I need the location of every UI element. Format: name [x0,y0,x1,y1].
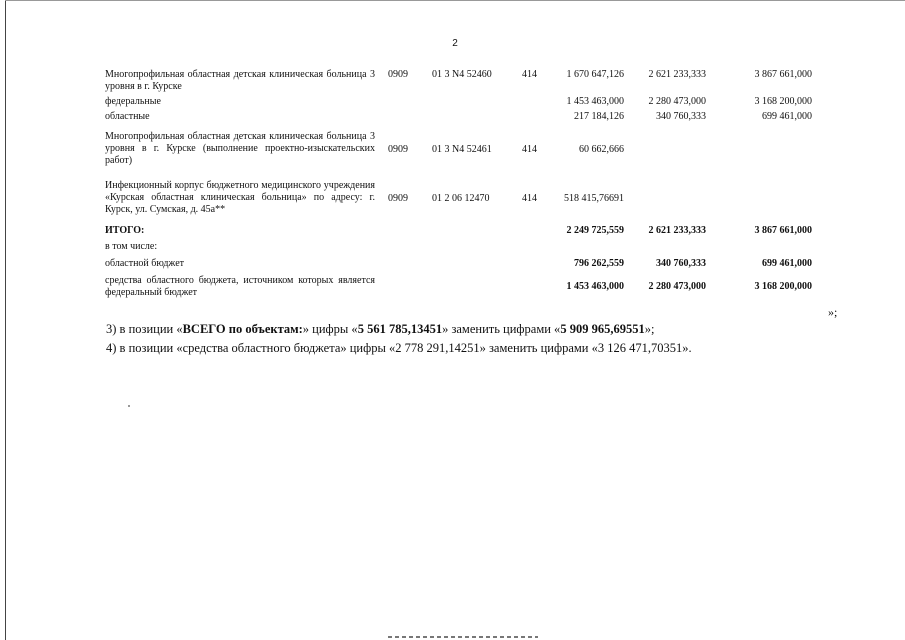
expense-type: 414 [522,193,537,204]
target-article: 01 3 N4 52460 [432,69,492,80]
scan-speck [128,405,130,407]
para3-position: ВСЕГО по объектам: [182,322,303,336]
para3-prefix: 3) в позиции « [106,322,183,336]
row-name: областные [105,111,150,122]
para3-old-value: 5 561 785,13451 [357,322,443,336]
amount-year-2: 2 280 473,000 [648,96,706,107]
amount-year-1: 60 662,666 [579,144,624,155]
amount-year-1: 1 453 463,000 [566,96,624,107]
amount-year-1: 518 415,76691 [564,193,624,204]
amount-year-3: 699 461,000 [762,258,812,269]
row-name: в том числе: [105,241,158,252]
closing-quote: »; [828,305,838,319]
amount-year-3: 3 168 200,000 [754,281,812,292]
amount-year-3: 699 461,000 [762,111,812,122]
section-code: 0909 [388,69,408,80]
amount-year-2: 340 760,333 [656,258,706,269]
row-name: областной бюджет [105,258,185,269]
target-article: 01 3 N4 52461 [432,144,492,155]
expense-type: 414 [522,69,537,80]
page-number: 2 [452,38,458,49]
amount-year-1: 217 184,126 [574,111,624,122]
paragraph-3 [106,322,654,337]
amount-year-2: 2 621 233,333 [648,69,706,80]
scan-top-edge [5,0,905,1]
amount-year-2: 2 280 473,000 [648,281,706,292]
scan-left-edge [5,0,6,640]
para3-suffix: »; [644,322,655,336]
amount-year-2: 340 760,333 [656,111,706,122]
row-name: ИТОГО: [105,225,145,236]
para3-new-value: 5 909 965,69551 [560,322,645,336]
para3-replace-text: » заменить цифрами « [442,322,561,336]
amount-year-3: 3 168 200,000 [754,96,812,107]
amount-year-1: 1 453 463,000 [566,281,624,292]
section-code: 0909 [388,193,408,204]
amount-year-3: 3 867 661,000 [754,69,812,80]
paragraph-4: 4) в позиции «средства областного бюджета» цифры «2 778 291,14251» заменить цифрами «3 126 471,70351». [106,341,692,355]
row-name: федеральные [105,96,161,107]
expense-type: 414 [522,144,537,155]
row-name: средства областного бюджета, источником которых является федеральный бюджет [105,275,375,298]
row-name: Многопрофильная областная детская клиническая больница 3 уровня в г. Курске [105,69,375,92]
row-name: Многопрофильная областная детская клиническая больница 3 уровня в г. Курске (выполнение проектно-изыскательских работ) [105,131,375,166]
amount-year-2: 2 621 233,333 [648,225,706,236]
section-code: 0909 [388,144,408,155]
amount-year-1: 796 262,559 [574,258,624,269]
target-article: 01 2 06 12470 [432,193,490,204]
amount-year-1: 2 249 725,559 [566,225,624,236]
row-name: Инфекционный корпус бюджетного медицинского учреждения «Курская областная клиническая больница» по адресу: г. Курск, ул. Сумская, д. 45а** [105,180,375,215]
para3-middle: » цифры « [302,322,358,336]
amount-year-1: 1 670 647,126 [566,69,624,80]
amount-year-3: 3 867 661,000 [754,225,812,236]
scan-bottom-artifact [388,636,538,638]
